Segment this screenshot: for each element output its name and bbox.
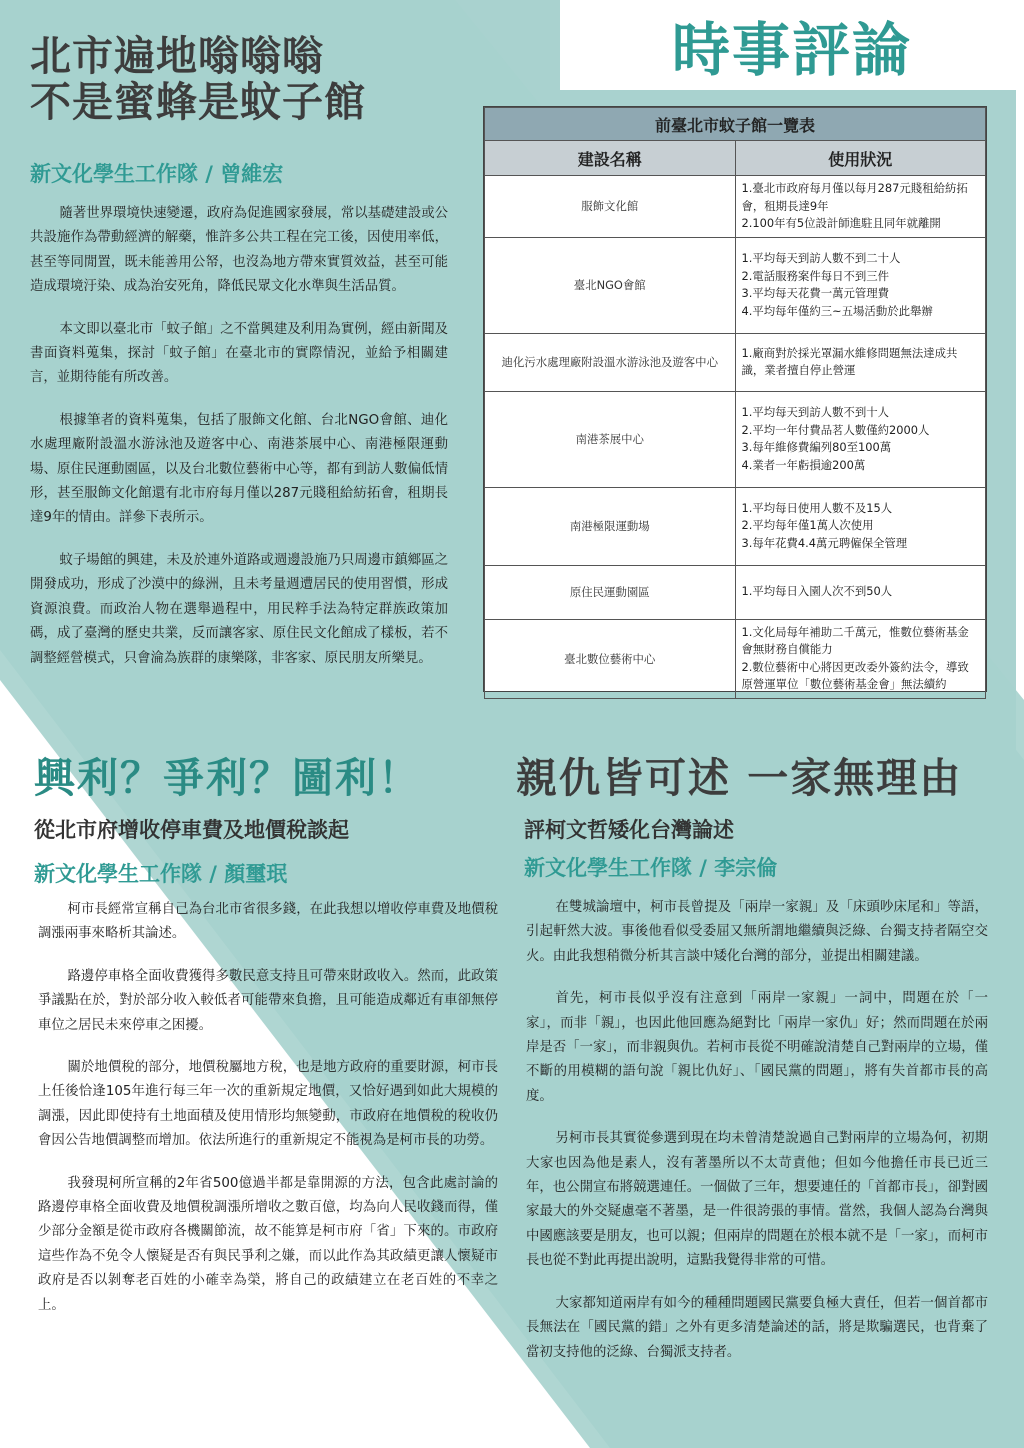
table-row	[485, 391, 986, 487]
section-label: 時事評論	[560, 0, 1024, 90]
article3-paragraph: 首先，柯市長似乎沒有注意到「兩岸一家親」一詞中，問題在於「一家」，而非「親」，也因此他回應為絕對比「兩岸一家仇」好；然而問題在於兩岸是否「一家」，而非親與仇。若柯市長從不明確說清楚自己對兩岸的立場，僅不斷的用模糊的語句說「親比仇好」、「國民黨的問題」，將有失首都市長的高度。	[526, 991, 988, 1104]
table-cell-status	[735, 487, 986, 565]
status-item: 1.臺北市政府每月僅以每月287元賤租給紡拓會，租期長達9年	[741, 181, 968, 213]
table-cell-status	[735, 333, 986, 391]
status-item: 4.平均每年僅約三~五場活動於此舉辦	[741, 303, 933, 318]
table-cell-name: 臺北NGO會館	[485, 237, 736, 333]
article3-paragraph: 在雙城論壇中，柯市長曾提及「兩岸一家親」及「床頭吵床尾和」等語，引起軒然大波。事後他看似受委屈又無所謂地繼續與泛綠、台獨支持者隔空交火。由此我想稍微分析其言談中矮化台灣的部分，並提出相關建議。	[526, 900, 988, 964]
article1-byline: 新文化學生工作隊 / 曾維宏	[30, 162, 284, 186]
table-row	[485, 619, 986, 698]
table-row	[485, 565, 986, 619]
article2-subtitle: 從北市府增收停車費及地價稅談起	[34, 818, 349, 842]
article2-paragraph: 關於地價稅的部分，地價稅屬地方稅，也是地方政府的重要財源，柯市長上任後恰逢105年進行每三年一次的重新規定地價，又恰好遇到如此大規模的調漲，因此即使持有土地面積及使用情形均無變動，市政府在地價稅的稅收仍會因公告地價調整而增加。依法所進行的重新規定不能視為是柯市長的功勞。	[38, 1060, 498, 1149]
status-item: 1.平均每天到訪人數不到十人	[741, 405, 890, 419]
status-item: 4.業者一年虧損逾200萬	[741, 457, 866, 472]
article2-title: 興利？爭利？圖利！	[34, 754, 421, 802]
status-item: 1.平均每天到訪人數不到二十人	[741, 251, 901, 265]
table-cell-status	[735, 565, 986, 619]
article1-paragraph: 本文即以臺北市「蚊子館」之不當興建及利用為實例，經由新聞及書面資料蒐集，探討「蚊子館」在臺北市的實際情況，並給予相關建言，並期待能有所改善。	[30, 321, 448, 386]
article3-subtitle: 評柯文哲矮化台灣論述	[524, 818, 734, 842]
article1-title	[30, 34, 450, 126]
article1-title-line2: 不是蜜蜂是蚊子館	[30, 77, 366, 126]
table-header-name: 建設名稱	[485, 141, 736, 176]
table-row	[485, 176, 986, 238]
article2-body	[38, 898, 498, 1336]
table-cell-name: 南港茶展中心	[485, 391, 736, 487]
article3-title: 親仇皆可述 一家無理由	[516, 754, 963, 802]
table-cell-name: 服飾文化館	[485, 176, 736, 238]
status-item: 2.數位藝術中心將因更改委外簽約法令，導致原營運單位「數位藝術基金會」無法續約	[741, 659, 969, 691]
table-cell-status	[735, 176, 986, 238]
article3-paragraph: 大家都知道兩岸有如今的種種問題國民黨要負極大責任，但若一個首都市長無法在「國民黨的錯」之外有更多清楚論述的話，將是欺騙選民，也背棄了當初支持他的泛綠、台獨派支持者。	[526, 1295, 988, 1360]
table-cell-status	[735, 237, 986, 333]
table-cell-status	[735, 391, 986, 487]
table-caption: 前臺北市蚊子館一覽表	[485, 108, 986, 141]
article2-byline: 新文化學生工作隊 / 顏璽珉	[34, 862, 288, 886]
article3-byline: 新文化學生工作隊 / 李宗倫	[524, 856, 778, 880]
article3-paragraph: 另柯市長其實從參選到現在均未曾清楚說過自己對兩岸的立場為何，初期大家也因為他是素人，沒有著墨所以不太苛責他；但如今他擔任市長已近三年，也公開宣布將競選連任。一個做了三年，想要連任的「首都市長」，卻對國家最大的外交疑慮毫不著墨，是一件很誇張的事情。當然，我個人認為台灣與中國應該要是朋友，也可以親；但兩岸的問題在於根本就不是「一家」，而柯市長也從不對此再提出說明，這點我覺得非常的可惜。	[526, 1131, 988, 1269]
status-item: 2.平均每年僅1萬人次使用	[741, 518, 874, 533]
status-item: 1.平均每日入園人次不到50人	[741, 584, 893, 599]
article2-paragraph: 柯市長經常宣稱自己為台北市省很多錢，在此我想以增收停車費及地價稅調漲兩事來略析其論述。	[38, 902, 498, 942]
status-item: 3.每年維修費編列80至100萬	[741, 440, 892, 454]
article2-paragraph: 路邊停車格全面收費獲得多數民意支持且可帶來財政收入。然而，此政策爭議點在於，對於部分收入較低者可能帶來負擔，且可能造成鄰近有車卻無停車位之居民未來停車之困擾。	[38, 968, 498, 1033]
article1-paragraph: 根據筆者的資料蒐集，包括了服飾文化館、台北NGO會館、迪化水處理廠附設溫水游泳池及遊客中心、南港茶展中心、南港極限運動場、原住民運動園區，以及台北數位藝術中心等，都有到訪人數偏低情形，甚至服飾文化館還有北市府每月僅以287元賤租給紡拓會，租期長達9年的情由。詳參下表所示。	[30, 412, 448, 526]
table-header-status: 使用狀況	[735, 141, 986, 176]
status-item: 1.文化局每年補助二千萬元，惟數位藝術基金會無財務自償能力	[741, 624, 969, 656]
article1-paragraph: 隨著世界環境快速變遷，政府為促進國家發展，常以基礎建設或公共設施作為帶動經濟的解藥，惟許多公共工程在完工後，因使用率低，甚至等同閒置，既未能善用公帑，也沒為地方帶來實質效益，甚至可能造成環境汙染、成為治安死角，降低民眾文化水準與生活品質。	[30, 206, 448, 295]
status-item: 2.平均一年付費品茗人數僅約2000人	[741, 422, 930, 437]
table-cell-name: 臺北數位藝術中心	[485, 619, 736, 698]
status-item: 2.100年有5位設計師進駐且同年就離開	[741, 216, 941, 230]
table-cell-name: 原住民運動園區	[485, 565, 736, 619]
mosquito-hall-table	[483, 106, 987, 692]
table-cell-status	[735, 619, 986, 698]
table-cell-name: 迪化污水處理廠附設溫水游泳池及遊客中心	[485, 333, 736, 391]
status-item: 2.電話服務案件每日不到三件	[741, 268, 890, 283]
table-row	[485, 237, 986, 333]
table-cell-name: 南港極限運動場	[485, 487, 736, 565]
table-row	[485, 333, 986, 391]
article3-body	[526, 896, 988, 1383]
table-row	[485, 487, 986, 565]
article1-title-line1: 北市遍地嗡嗡嗡	[30, 32, 324, 80]
article1-paragraph: 蚊子場館的興建，未及於連外道路或週邊設施乃只周邊市鎮鄉區之開發成功，形成了沙漠中的綠洲，且未考量週遭居民的使用習慣，形成資源浪費。而政治人物在選舉過程中，用民粹手法為特定群族政策加碼，成了臺灣的歷史共業，反而讓客家、原住民文化館成了樣板，若不調整經營模式，只會淪為族群的康樂隊，非客家、原民朋友所樂見。	[30, 552, 448, 666]
article1-body	[30, 202, 448, 689]
status-item: 3.平均每天花費一萬元管理費	[741, 286, 890, 300]
article2-paragraph: 我發現柯所宣稱的2年省500億過半都是靠開源的方法，包含此處討論的路邊停車格全面收費及地價稅調漲所增收之數百億，均為向人民收錢而得，僅少部分金額是從市政府各機關節流，故不能算是柯市府「省」下來的。市政府這些作為不免令人懷疑是否有與民爭利之嫌，而以此作為其政績更讓人懷疑市政府是否以剝奪老百姓的小確幸為榮，將自己的政績建立在老百姓的不幸之上。	[38, 1175, 498, 1313]
status-item: 1.平均每日使用人數不及15人	[741, 500, 893, 515]
status-item: 1.廠商對於採光罩漏水維修問題無法達成共識，業者擅自停止營運	[741, 345, 958, 377]
status-item: 3.每年花費4.4萬元聘僱保全管理	[741, 535, 908, 550]
